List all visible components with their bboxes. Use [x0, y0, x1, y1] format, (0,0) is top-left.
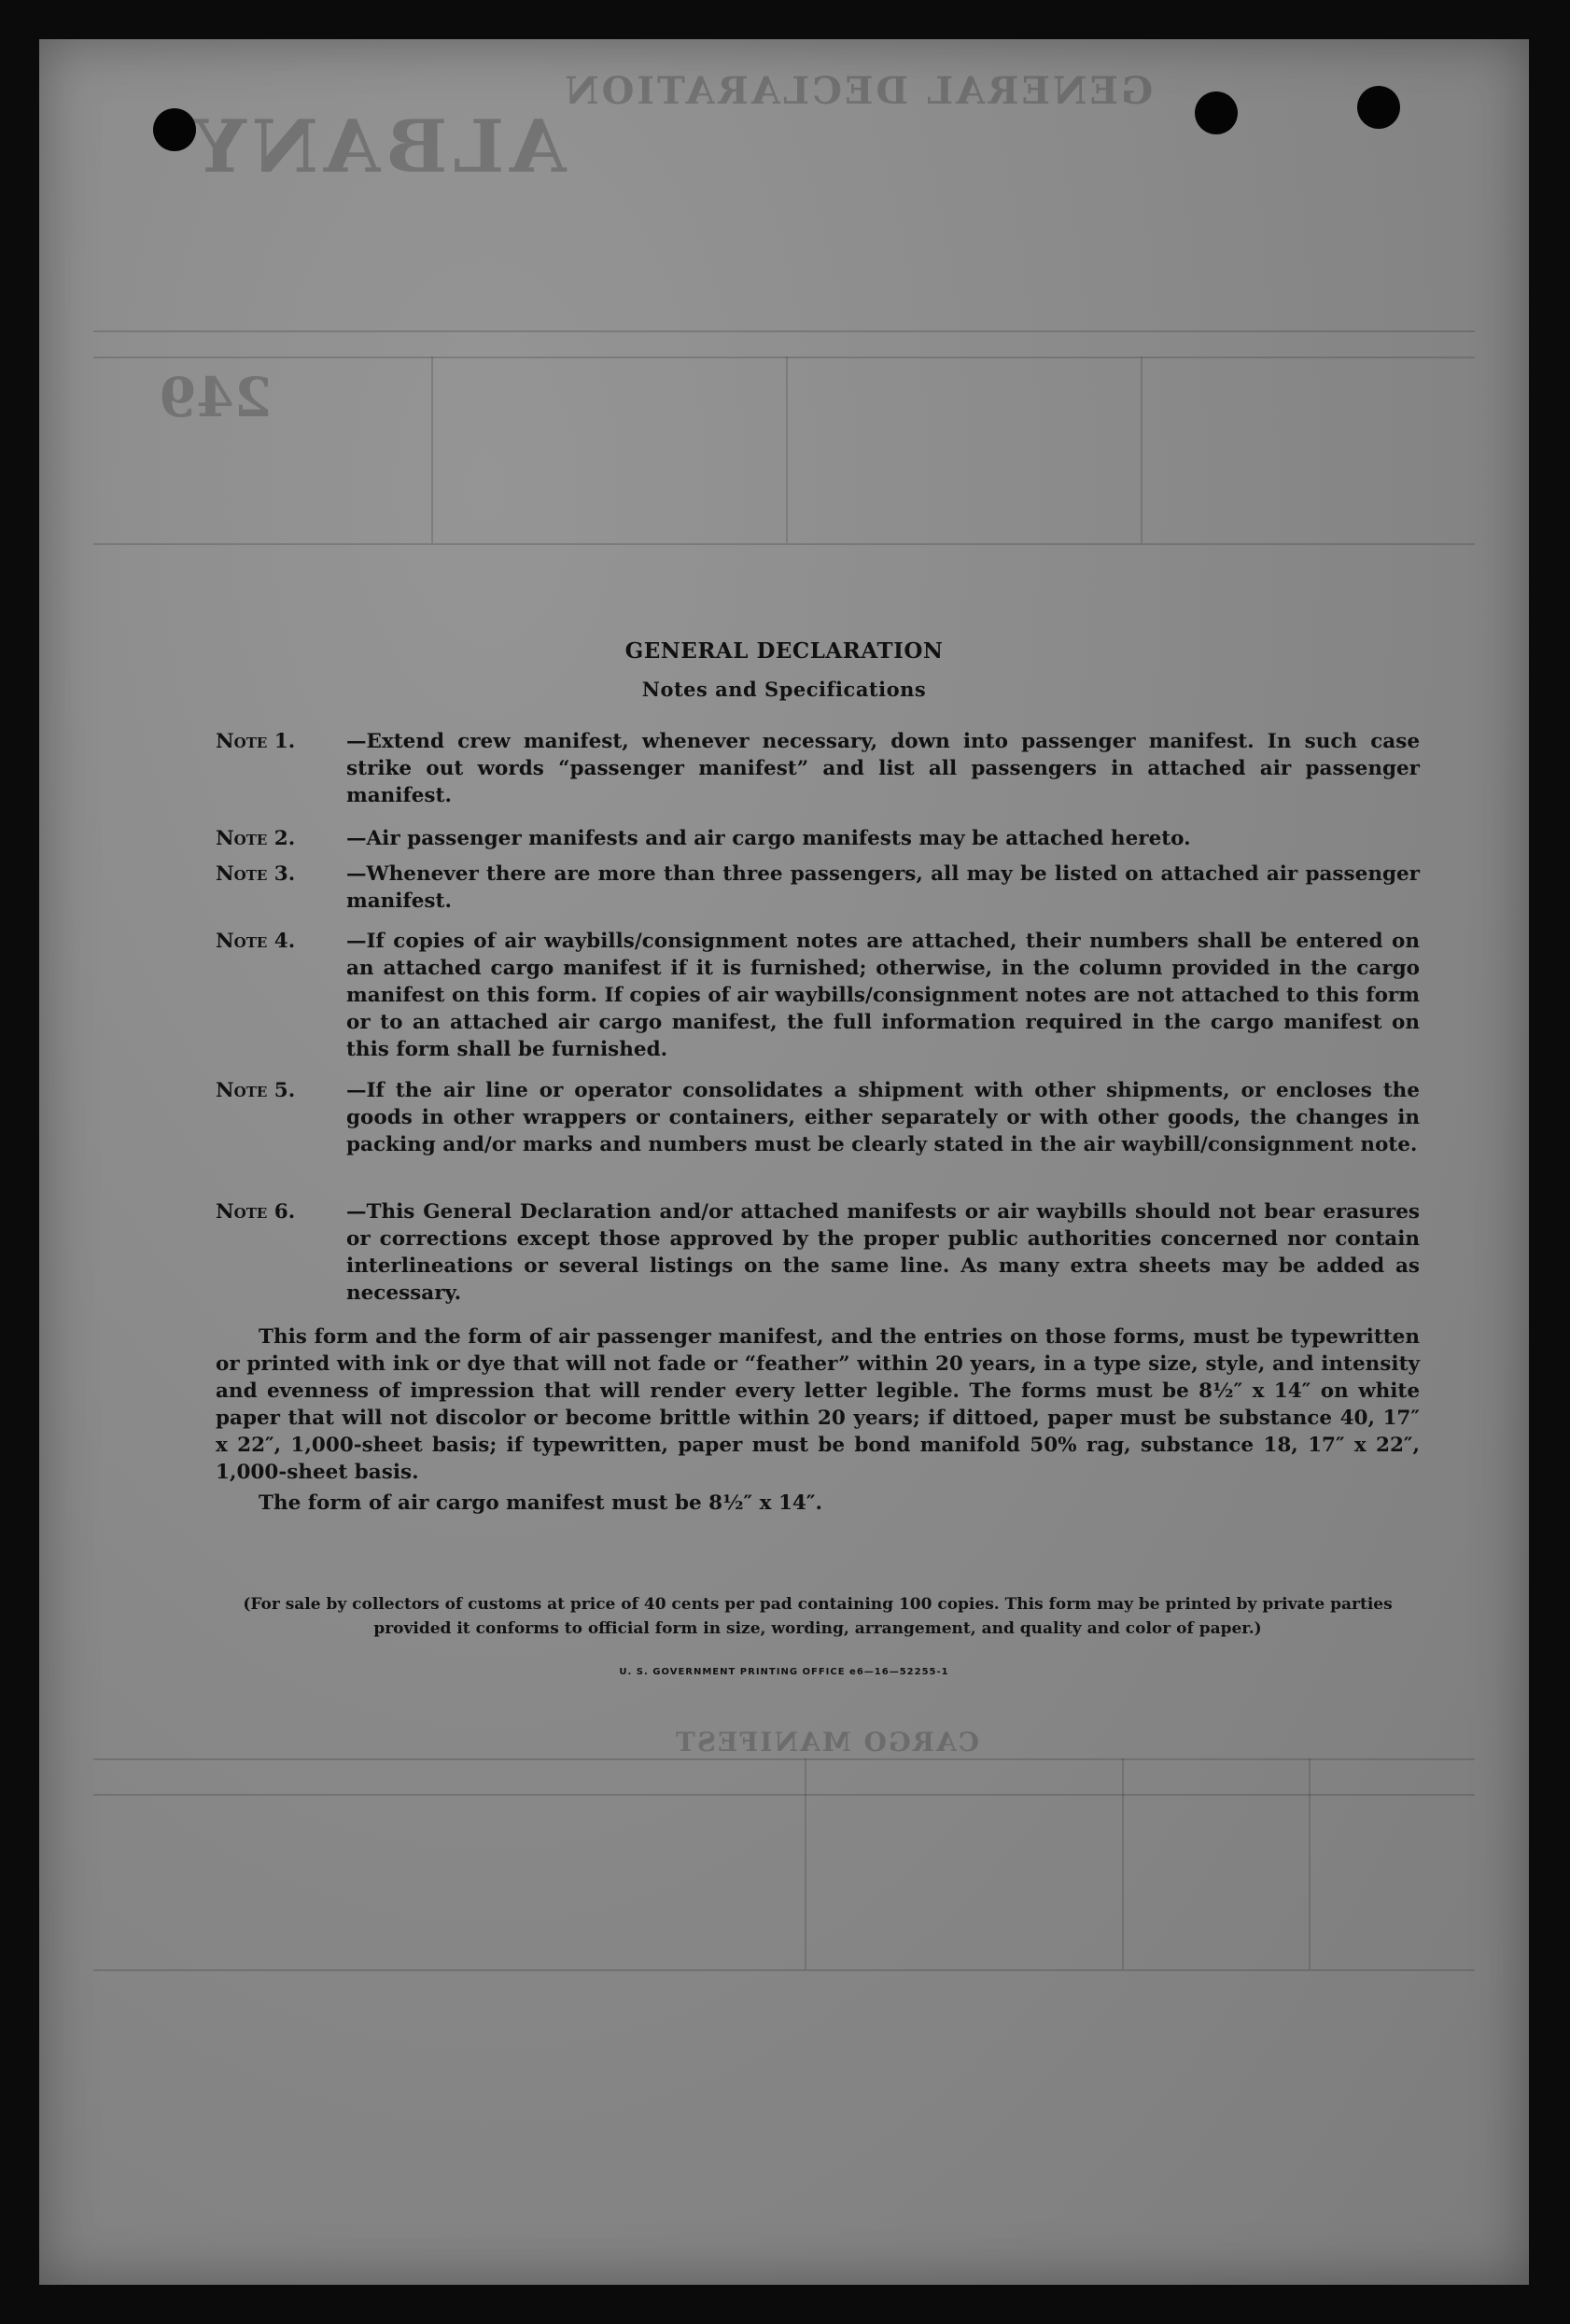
note-text: —This General Declaration and/or attached manifests or air waybills should not bear erasures or corrections except those approved by the proper public authorities concerned nor contain interlineations or several listings on the same line. As many extra sheets may be added as necessary.	[346, 1200, 1420, 1305]
note-6	[216, 1198, 1420, 1307]
bleed-through-header: GENERAL DECLARATION	[562, 69, 1154, 113]
notes-title: GENERAL DECLARATION	[624, 638, 944, 664]
document-page	[39, 39, 1529, 2285]
note-text: —If copies of air waybills/consignment notes are attached, their numbers shall be entered on an attached cargo manifest if it is furnished; otherwise, in the column provided in the cargo manifest on this form. If copies of air waybills/consignment notes are not attached to this form or to an attached air cargo manifest, the full information required in the cargo manifest on this form shall be furnished.	[346, 930, 1420, 1061]
bleed-through-stamp: ALBANY	[189, 105, 567, 189]
note-text: —Air passenger manifests and air cargo manifests may be attached hereto.	[346, 827, 1191, 850]
note-5	[216, 1077, 1420, 1158]
bleed-through-column	[1309, 1758, 1311, 1969]
bleed-through-column	[805, 1758, 806, 1969]
notes-subtitle: Notes and Specifications	[641, 678, 927, 701]
bleed-through-rule	[93, 330, 1475, 332]
bleed-through-column	[1141, 357, 1142, 543]
note-text: —Whenever there are more than three passengers, all may be listed on attached air passenger manifest.	[346, 862, 1420, 913]
note-3	[216, 861, 1420, 915]
note-label: Note 5.	[216, 1079, 296, 1102]
bleed-through-column	[431, 357, 433, 543]
specification-paragraph: This form and the form of air passenger manifest, and the entries on those forms, must be typewritten or printed with ink or dye that will not fade or “feather” within 20 years, in a type size, style, and intensity and evenness of impression that will render every letter legible. The forms must be 8½″ x 14″ on white paper that will not discolor or become brittle within 20 years; if dittoed, paper must be substance 40, 17″ x 22″, 1,000-sheet basis; if typewritten, paper must be bond manifold 50% rag, substance 18, 17″ x 22″, 1,000-sheet basis.	[216, 1325, 1420, 1484]
punch-hole-middle	[1195, 91, 1238, 134]
bleed-through-cargo-manifest: CARGO MANIFEST	[674, 1727, 980, 1757]
bleed-through-rule	[93, 1969, 1475, 1971]
bleed-through-rule	[93, 543, 1475, 545]
note-text: —Extend crew manifest, whenever necessary, down into passenger manifest. In such case strike out words “passenger manifest” and list all passengers in attached air passenger manifest.	[346, 730, 1420, 807]
bleed-through-column	[786, 357, 788, 543]
cargo-manifest-size-line: The form of air cargo manifest must be 8½″ x 14″.	[259, 1491, 822, 1515]
note-label: Note 4.	[216, 930, 296, 953]
sale-note: (For sale by collectors of customs at price of 40 cents per pad containing 100 copies. This form may be printed by private parties provided it conforms to official form in size, wording, arrangement, and quality and color of paper.)	[243, 1595, 1393, 1638]
bleed-through-rule	[93, 1794, 1475, 1796]
gpo-imprint: U. S. GOVERNMENT PRINTING OFFICE e6—16—52255-1	[619, 1667, 949, 1677]
note-text: —If the air line or operator consolidates a shipment with other shipments, or encloses the goods in other wrappers or containers, either separately or with other goods, the changes in packing and/or marks and numbers must be clearly stated in the air waybill/consignment note.	[346, 1079, 1420, 1156]
bleed-through-column	[1122, 1758, 1124, 1969]
bleed-through-rule	[93, 1758, 1475, 1760]
note-1	[216, 728, 1420, 809]
note-2	[216, 825, 1420, 852]
punch-hole-right	[1357, 86, 1400, 129]
bleed-through-number: 249	[159, 366, 273, 429]
note-label: Note 6.	[216, 1200, 296, 1224]
note-label: Note 1.	[216, 730, 296, 753]
note-4	[216, 928, 1420, 1063]
bleed-through-rule	[93, 357, 1475, 358]
note-label: Note 3.	[216, 862, 296, 886]
note-label: Note 2.	[216, 827, 296, 850]
